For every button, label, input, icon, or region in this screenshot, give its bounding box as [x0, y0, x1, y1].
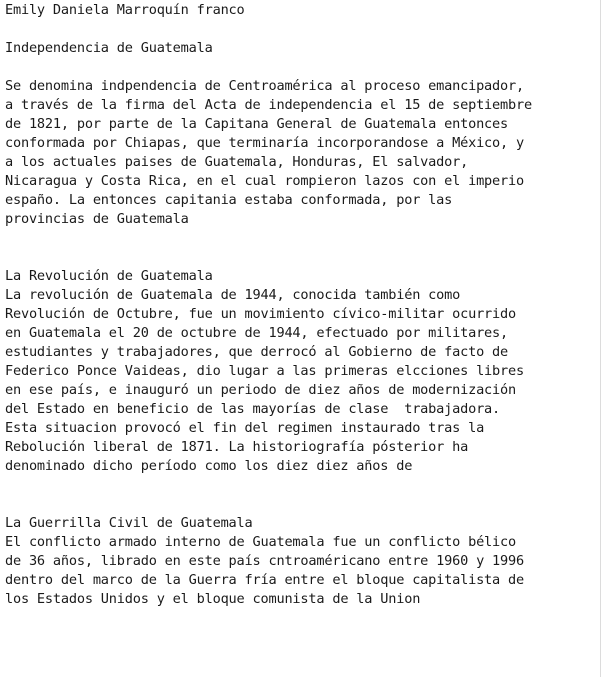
paragraph-line: Rebolución liberal de 1871. La historiografía pósterior ha	[5, 439, 469, 455]
paragraph-line: dentro del marco de la Guerra fría entre el bloque capitalista de	[5, 572, 524, 588]
paragraph-line: Se denomina indpendencia de Centroamérica al proceso emancipador,	[5, 78, 524, 94]
blank-line	[5, 229, 600, 248]
paragraph-line: españo. La entonces capitania estaba conformada, por las	[5, 192, 453, 208]
paragraph-line: a los actuales paises de Guatemala, Honduras, El salvador,	[5, 154, 469, 170]
paragraph-line: del Estado en beneficio de las mayorías de clase trabajadora.	[5, 401, 501, 417]
paragraph-line: en ese país, e inauguró un periodo de diez años de modernización	[5, 382, 516, 398]
section-title-independencia: Independencia de Guatemala	[5, 40, 213, 56]
blank-line	[5, 58, 600, 77]
paragraph-line: provincias de Guatemala	[5, 211, 189, 227]
paragraph-line: conformada por Chiapas, que terminaría incorporandose a México, y	[5, 135, 524, 151]
paragraph-line: Revolución de Octubre, fue un movimiento cívico-militar ocurrido	[5, 306, 516, 322]
section-title-guerrilla: La Guerrilla Civil de Guatemala	[5, 515, 253, 531]
paragraph-line: estudiantes y trabajadores, que derrocó al Gobierno de facto de	[5, 344, 509, 360]
paragraph-line: El conflicto armado interno de Guatemala fue un conflicto bélico	[5, 534, 516, 550]
scrollbar-edge[interactable]	[600, 0, 607, 677]
paragraph-line: Nicaragua y Costa Rica, en el cual rompieron lazos con el imperio	[5, 173, 524, 189]
paragraph-line: de 36 años, librado en este país cntroaméricano entre 1960 y 1996	[5, 553, 524, 569]
paragraph-line: en Guatemala el 20 de octubre de 1944, efectuado por militares,	[5, 325, 509, 341]
blank-line	[5, 495, 600, 514]
paragraph-line: Esta situacion provocó el fin del regimen instaurado tras la	[5, 420, 485, 436]
paragraph-line: Federico Ponce Vaideas, dio lugar a las primeras elcciones libres	[5, 363, 524, 379]
paragraph-line: los Estados Unidos y el bloque comunista de la Union	[5, 591, 421, 607]
author-name: Emily Daniela Marroquín franco	[5, 2, 245, 18]
paragraph-line: La revolución de Guatemala de 1944, conocida también como	[5, 287, 461, 303]
paragraph-line: a través de la firma del Acta de independencia el 15 de septiembre	[5, 97, 532, 113]
paragraph-line: de 1821, por parte de la Capitana General de Guatemala entonces	[5, 116, 509, 132]
blank-line	[5, 476, 600, 495]
paragraph-line: denominado dicho período como los diez diez años de	[5, 458, 413, 474]
section-title-revolucion: La Revolución de Guatemala	[5, 268, 213, 284]
blank-line	[5, 248, 600, 267]
blank-line	[5, 20, 600, 39]
